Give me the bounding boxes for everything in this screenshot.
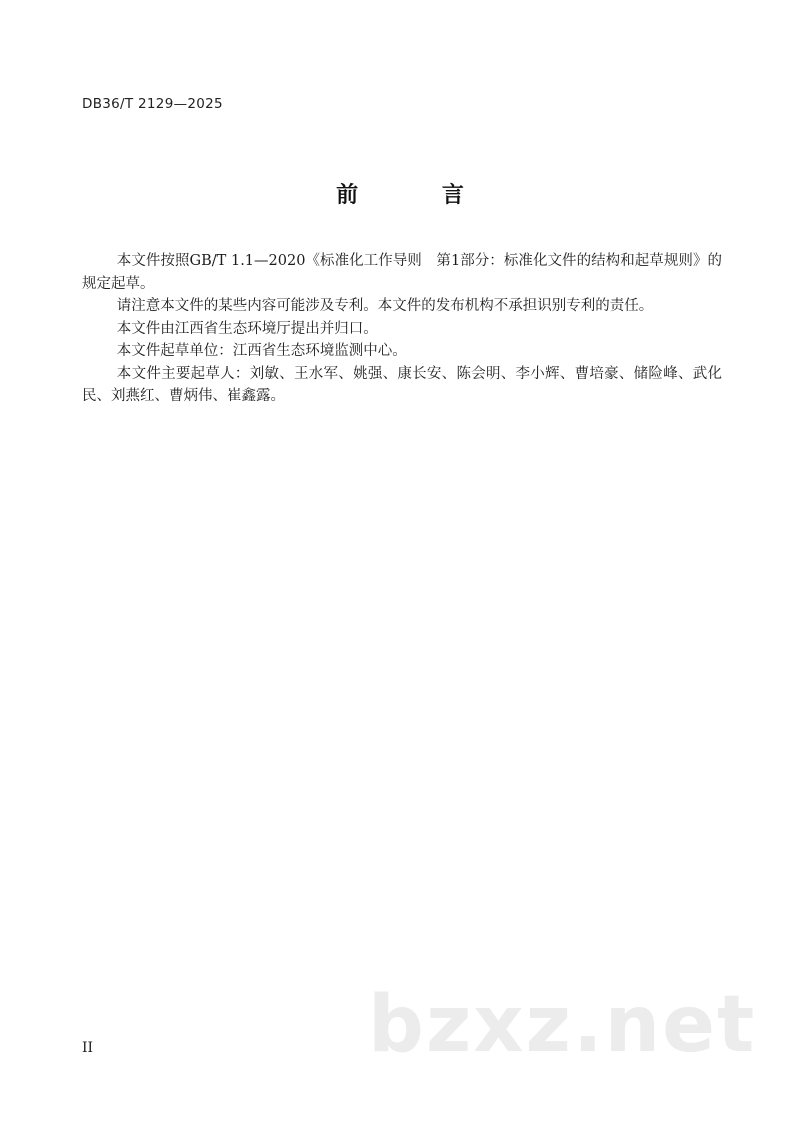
paragraph-drafters: 本文件主要起草人：刘敏、王水军、姚强、康长安、陈会明、李小辉、曹培豪、储险峰、武化民、刘燕红、曹炳伟、崔鑫露。 [82, 365, 722, 404]
paragraph-patent-notice: 请注意本文件的某些内容可能涉及专利。本文件的发布机构不承担识别专利的责任。 [116, 298, 654, 314]
paragraph-proposer: 本文件由江西省生态环境厅提出并归口。 [116, 320, 378, 337]
document-body [82, 250, 722, 408]
watermark-logo: bzxz.net [368, 980, 757, 1070]
page-number: II [82, 1040, 94, 1056]
paragraph-drafting-unit: 本文件起草单位：江西省生态环境监测中心。 [116, 343, 407, 359]
document-code: DB36/T 2129—2025 [82, 96, 223, 112]
paragraph-drafting-basis: 本文件按照GB/T 1.1—2020《标准化工作导则 第1部分：标准化文件的结构和起草规则》的规定起草。 [82, 253, 722, 292]
page-title: 前 言 [336, 183, 502, 208]
